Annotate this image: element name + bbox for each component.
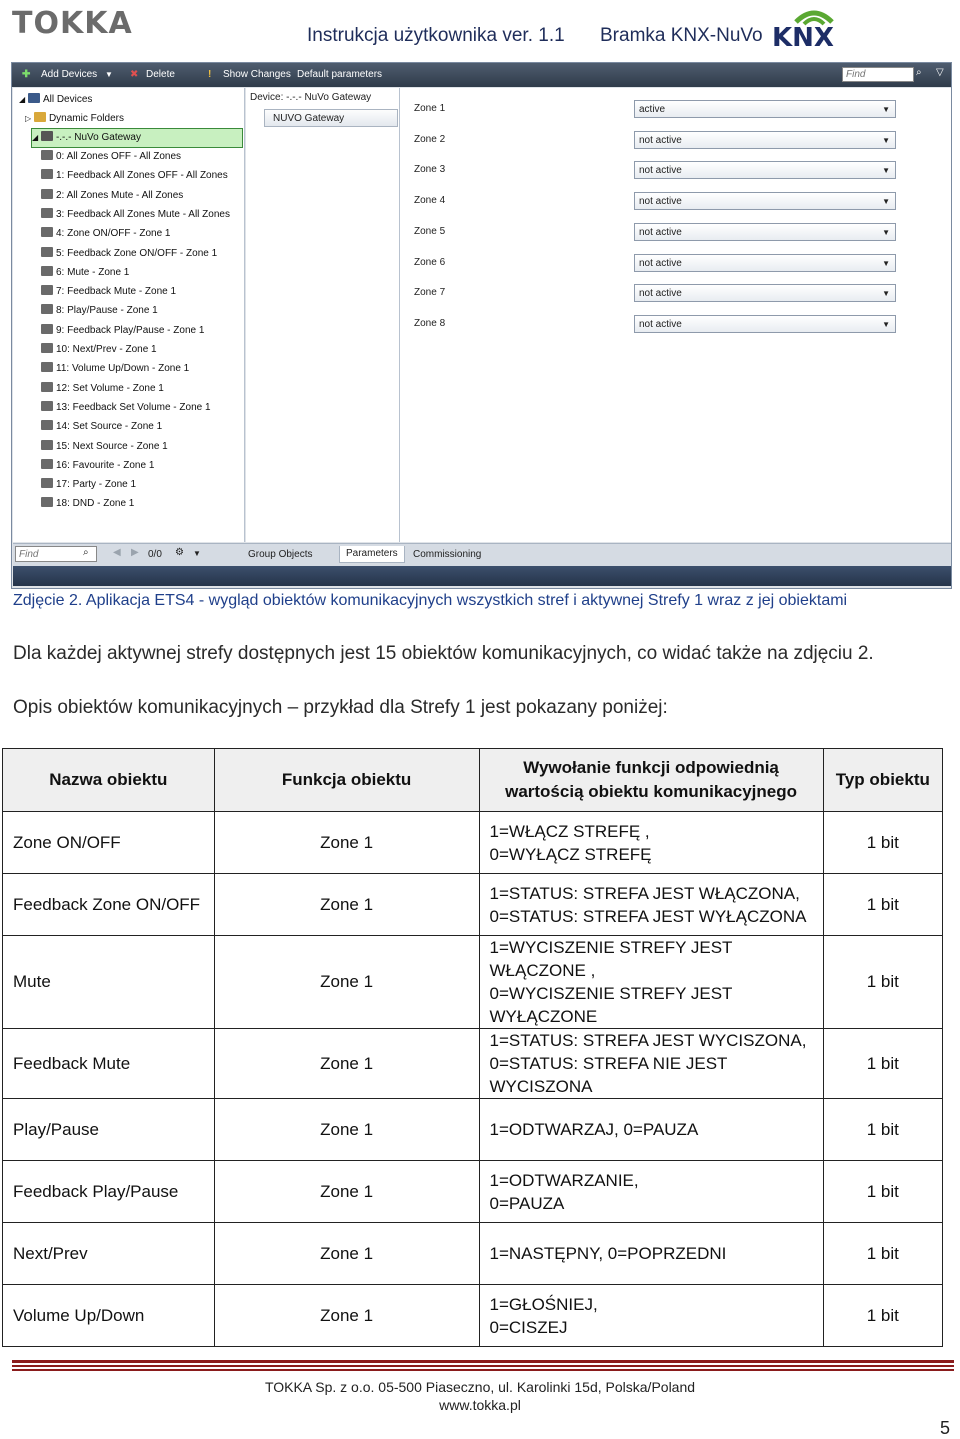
objects-table: [2, 748, 943, 1347]
group-object-icon: [41, 208, 53, 218]
filter-icon[interactable]: ▽: [936, 67, 944, 78]
zone-select[interactable]: [634, 315, 896, 333]
tree-item-all-devices[interactable]: ◢ All Devices: [19, 94, 93, 105]
table-row: [3, 812, 943, 874]
cell-call: 1=WŁĄCZ STREFĘ , 0=WYŁĄCZ STREFĘ: [479, 812, 823, 874]
tab-group-objects[interactable]: Group Objects: [248, 549, 313, 560]
tree-item-object[interactable]: [41, 206, 230, 224]
tree-item-gateway[interactable]: ◢ -.-.- NuVo Gateway: [31, 128, 243, 148]
knx-logo-text: KNX: [772, 23, 834, 50]
zone-select-value: not active: [639, 226, 682, 238]
search-icon[interactable]: ⌕: [83, 547, 89, 558]
zone-select-value: not active: [639, 257, 682, 269]
group-object-icon: [41, 285, 53, 295]
paragraph-2: Opis obiektów komunikacyjnych – przykład dla Strefy 1 jest pokazany poniżej:: [13, 697, 668, 718]
group-object-icon: [41, 440, 53, 450]
group-object-icon: [41, 478, 53, 488]
footer-rule: [12, 1365, 954, 1367]
cell-call: 1=WYCISZENIE STREFY JEST WŁĄCZONE , 0=WYCISZENIE STREFY JEST WYŁĄCZONE: [479, 936, 823, 1029]
tree-item-object[interactable]: [41, 148, 181, 166]
chevron-down-icon[interactable]: ▼: [882, 166, 890, 176]
zone-label: Zone 7: [414, 287, 446, 299]
zone-select-value: not active: [639, 134, 682, 146]
zone-select-value: not active: [639, 165, 682, 177]
cell-call: 1=STATUS: STREFA JEST WŁĄCZONA, 0=STATUS: STREFA JEST WYŁĄCZONA: [479, 874, 823, 936]
cell-function: Zone 1: [214, 1161, 479, 1223]
gear-icon[interactable]: ⚙: [175, 547, 184, 558]
tab-parameters[interactable]: Parameters: [339, 546, 405, 563]
table-header-row: [3, 749, 943, 812]
bottom-bar: [13, 543, 951, 566]
zone-label: Zone 5: [414, 225, 446, 237]
tree-item-object[interactable]: [41, 360, 189, 378]
zone-select[interactable]: [634, 100, 896, 118]
tree-item-label: 10: Next/Prev - Zone 1: [56, 344, 157, 355]
chevron-down-icon[interactable]: ▼: [193, 549, 201, 558]
devices-icon: [28, 93, 40, 103]
header-function: Funkcja obiektu: [214, 749, 479, 812]
cell-call: 1=NASTĘPNY, 0=POPRZEDNI: [479, 1223, 823, 1285]
table-row: [3, 936, 943, 1029]
cell-call: 1=ODTWARZAJ, 0=PAUZA: [479, 1099, 823, 1161]
knx-logo: [768, 2, 860, 50]
zone-select[interactable]: [634, 161, 896, 179]
zone-label: Zone 8: [414, 317, 446, 329]
chevron-down-icon[interactable]: ▼: [882, 197, 890, 207]
tree-item-label: 16: Favourite - Zone 1: [56, 459, 155, 471]
tokka-logo: TOKKA: [12, 6, 133, 41]
warning-icon: !: [208, 69, 212, 80]
footer-rule: [12, 1360, 954, 1363]
tree-item-object[interactable]: [41, 399, 211, 417]
figure-caption: Zdjęcie 2. Aplikacja ETS4 - wygląd obiektów komunikacyjnych wszystkich stref i aktywnej Strefy 1 wraz z jej obiektami: [13, 592, 848, 609]
tree-item-object[interactable]: [41, 187, 183, 205]
zone-select-value: active: [639, 104, 666, 115]
find-input[interactable]: [842, 67, 914, 82]
group-object-icon: [41, 189, 53, 199]
tree-item-dynamic-folders[interactable]: ▷ Dynamic Folders: [25, 113, 124, 124]
tree-item-label: 14: Set Source - Zone 1: [56, 421, 163, 433]
ets4-screenshot: [11, 62, 952, 589]
group-object-icon: [41, 227, 53, 237]
chevron-down-icon[interactable]: ▼: [882, 319, 890, 329]
cell-name: Play/Pause: [3, 1099, 215, 1161]
tree-item-label: 7: Feedback Mute - Zone 1: [56, 286, 177, 298]
zone-label: Zone 1: [414, 103, 446, 114]
zone-label: Zone 4: [414, 195, 446, 207]
delete-button[interactable]: Delete: [146, 69, 175, 80]
group-object-icon: [41, 304, 53, 314]
header-name: Nazwa obiektu: [3, 749, 215, 812]
cell-function: Zone 1: [214, 1285, 479, 1347]
zone-select-value: not active: [639, 288, 682, 300]
cell-function: Zone 1: [214, 936, 479, 1029]
cell-name: Next/Prev: [3, 1223, 215, 1285]
header-call: Wywołanie funkcji odpowiednią wartością obiektu komunikacyjnego: [479, 749, 823, 812]
cell-type: 1 bit: [823, 936, 942, 1029]
cell-call: 1=ODTWARZANIE, 0=PAUZA: [479, 1161, 823, 1223]
zone-label: Zone 6: [414, 256, 446, 268]
tree-item-label: 3: Feedback All Zones Mute - All Zones: [56, 208, 230, 220]
tree-item-label: 2: All Zones Mute - All Zones: [56, 189, 184, 201]
product-title: Bramka KNX-NuVo: [600, 25, 763, 46]
tree-item-label: 8: Play/Pause - Zone 1: [56, 305, 158, 317]
device-tab[interactable]: NUVO Gateway: [264, 109, 398, 127]
cell-type: 1 bit: [823, 874, 942, 936]
chevron-down-icon[interactable]: ▼: [882, 258, 890, 268]
tree-item-object[interactable]: [41, 283, 176, 301]
group-object-icon: [41, 343, 53, 353]
arrow-left-icon[interactable]: ◀: [113, 547, 121, 558]
zone-label: Zone 2: [414, 133, 446, 145]
cell-name: Feedback Mute: [3, 1029, 215, 1099]
group-object-icon: [41, 169, 53, 179]
zone-label: Zone 3: [414, 164, 446, 176]
tree-item-object[interactable]: [41, 167, 228, 185]
group-object-icon: [41, 362, 53, 372]
counter: 0/0: [148, 549, 162, 560]
tree-item-object[interactable]: [41, 302, 158, 320]
group-object-icon: [41, 150, 53, 160]
table-row: [3, 1099, 943, 1161]
ets-toolbar: [12, 63, 951, 87]
tree-item-label: 0: All Zones OFF - All Zones: [56, 151, 182, 162]
chevron-down-icon[interactable]: ▼: [882, 289, 890, 299]
delete-icon[interactable]: ✖: [130, 69, 139, 80]
tree-item-object[interactable]: [41, 245, 217, 263]
group-object-icon: [41, 401, 53, 411]
tree-item-object[interactable]: [41, 476, 136, 494]
tree-item-label: 18: DND - Zone 1: [56, 498, 135, 510]
status-bar: [13, 566, 951, 586]
chevron-down-icon[interactable]: ▼: [882, 227, 890, 237]
group-object-icon: [41, 324, 53, 334]
cell-call: 1=STATUS: STREFA JEST WYCISZONA, 0=STATUS: STREFA NIE JEST WYCISZONA: [479, 1029, 823, 1099]
cell-name: Zone ON/OFF: [3, 812, 215, 874]
folder-icon: [34, 112, 46, 122]
cell-function: Zone 1: [214, 1099, 479, 1161]
footer-address: TOKKA Sp. z o.o. 05-500 Piaseczno, ul. Karolinki 15d, Polska/Poland: [264, 1379, 696, 1395]
group-object-icon: [41, 247, 53, 257]
tree-item-object[interactable]: [41, 264, 129, 282]
expand-icon[interactable]: ◢: [32, 133, 39, 142]
default-parameters-button[interactable]: Default parameters: [297, 69, 383, 80]
table-row: [3, 1161, 943, 1223]
cell-function: Zone 1: [214, 1029, 479, 1099]
zone-select-value: not active: [639, 196, 682, 208]
tree-item-label: 5: Feedback Zone ON/OFF - Zone 1: [56, 247, 218, 259]
zone-select[interactable]: [634, 254, 896, 272]
zone-select-value: not active: [639, 318, 682, 330]
tree-item-object[interactable]: [41, 438, 168, 456]
cell-type: 1 bit: [823, 1029, 942, 1099]
group-object-icon: [41, 420, 53, 430]
cell-name: Feedback Zone ON/OFF: [3, 874, 215, 936]
tab-commissioning[interactable]: Commissioning: [413, 549, 482, 560]
tree-item-object[interactable]: [41, 495, 134, 513]
chevron-down-icon[interactable]: ▼: [105, 70, 113, 79]
paragraph-1: Dla każdej aktywnej strefy dostępnych jest 15 obiektów komunikacyjnych, co widać także na zdjęciu 2.: [13, 643, 874, 664]
zone-select[interactable]: [634, 223, 896, 241]
footer-website[interactable]: www.tokka.pl: [439, 1397, 521, 1413]
collapse-icon[interactable]: ▷: [25, 114, 32, 123]
page-number: 5: [940, 1418, 951, 1438]
add-devices-button[interactable]: Add Devices: [41, 69, 98, 80]
zone-select[interactable]: [634, 131, 896, 149]
search-icon[interactable]: ⌕: [916, 67, 922, 78]
tree-item-label: 11: Volume Up/Down - Zone 1: [56, 363, 190, 375]
group-object-icon: [41, 382, 53, 392]
tree-item-label: 6: Mute - Zone 1: [56, 266, 130, 278]
chevron-down-icon[interactable]: ▼: [882, 105, 890, 114]
device-icon: [41, 131, 53, 141]
parameters-panel: [400, 88, 951, 542]
cell-function: Zone 1: [214, 874, 479, 936]
table-row: [3, 874, 943, 936]
header-type: Typ obiektu: [823, 749, 942, 812]
arrow-right-icon[interactable]: ▶: [131, 547, 139, 558]
cell-type: 1 bit: [823, 1223, 942, 1285]
cell-function: Zone 1: [214, 1223, 479, 1285]
footer-rule: [12, 1369, 954, 1371]
group-object-icon: [41, 497, 53, 507]
cell-function: Zone 1: [214, 812, 479, 874]
cell-type: 1 bit: [823, 812, 942, 874]
tree-item-object[interactable]: [41, 380, 164, 398]
group-object-icon: [41, 459, 53, 469]
manual-title: Instrukcja użytkownika ver. 1.1: [307, 25, 565, 46]
tree-item-label: 13: Feedback Set Volume - Zone 1: [56, 401, 211, 413]
cell-name: Mute: [3, 936, 215, 1029]
tree-item-object[interactable]: [41, 322, 204, 340]
table-row: [3, 1223, 943, 1285]
tree-item-object[interactable]: [41, 418, 162, 436]
tree-item-object[interactable]: [41, 225, 170, 243]
show-changes-button[interactable]: Show Changes: [223, 69, 291, 80]
device-tree: [13, 88, 245, 542]
tree-item-object[interactable]: [41, 457, 154, 475]
tree-item-label: 4: Zone ON/OFF - Zone 1: [56, 228, 171, 240]
cell-name: Volume Up/Down: [3, 1285, 215, 1347]
tree-item-label: 17: Party - Zone 1: [56, 479, 137, 491]
tree-item-label: 12: Set Volume - Zone 1: [56, 382, 164, 394]
zone-select[interactable]: [634, 284, 896, 302]
tree-item-object[interactable]: [41, 341, 157, 359]
cell-type: 1 bit: [823, 1099, 942, 1161]
tree-item-label: 1: Feedback All Zones OFF - All Zones: [56, 170, 228, 182]
cell-call: 1=GŁOŚNIEJ, 0=CISZEJ: [479, 1285, 823, 1347]
tree-item-label: 15: Next Source - Zone 1: [56, 440, 168, 452]
device-panel: [246, 88, 400, 542]
expand-icon[interactable]: ◢: [19, 95, 26, 104]
table-row: [3, 1285, 943, 1347]
tree-item-label: 9: Feedback Play/Pause - Zone 1: [56, 324, 205, 336]
chevron-down-icon[interactable]: ▼: [882, 135, 890, 145]
cell-type: 1 bit: [823, 1285, 942, 1347]
zone-select[interactable]: [634, 192, 896, 210]
cell-name: Feedback Play/Pause: [3, 1161, 215, 1223]
group-object-icon: [41, 266, 53, 276]
device-label: Device: -.-.- NuVo Gateway: [250, 92, 372, 103]
cell-type: 1 bit: [823, 1161, 942, 1223]
add-icon[interactable]: ✚: [22, 69, 31, 80]
table-row: [3, 1029, 943, 1099]
